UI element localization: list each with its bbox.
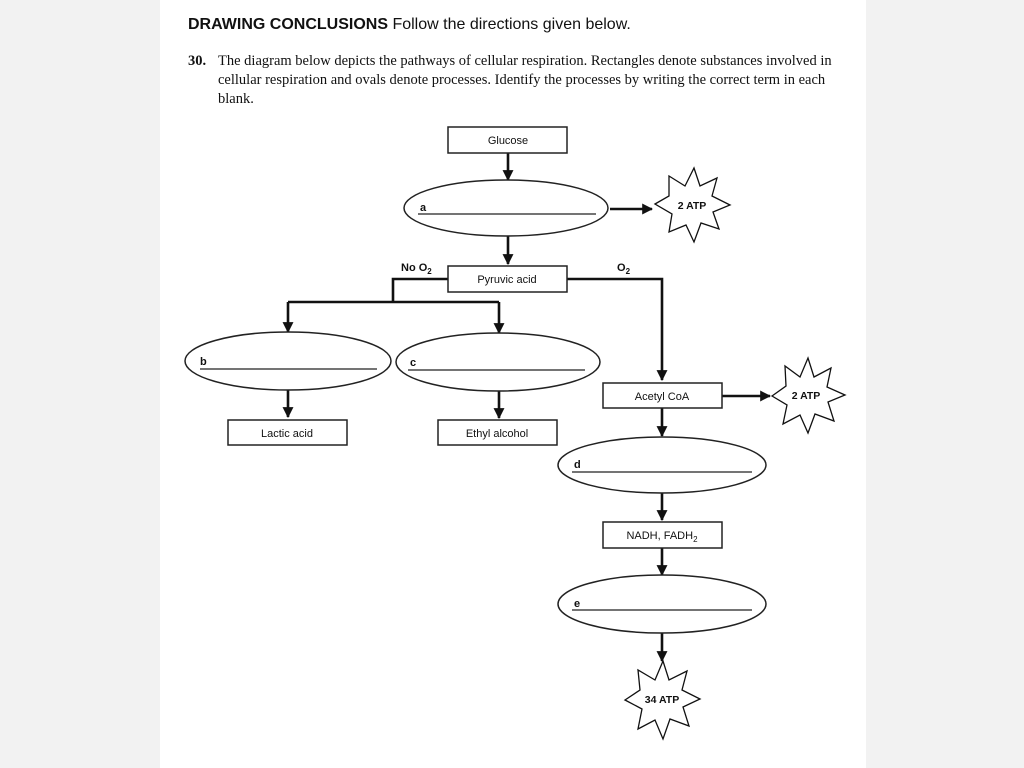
process-oval-a <box>404 180 608 236</box>
process-letter-c: c <box>410 357 417 369</box>
no-oxygen-label <box>401 262 432 276</box>
process-oval-d <box>558 437 766 493</box>
heading-label: DRAWING CONCLUSIONS <box>188 16 388 33</box>
process-letters <box>200 202 581 610</box>
process-oval-e <box>558 575 766 633</box>
process-letter-b: b <box>200 356 207 368</box>
lactic-acid-label: Lactic acid <box>261 428 313 440</box>
nadh-fadh2-label <box>626 530 698 544</box>
atp-yield-acetyl: 2 ATP <box>791 390 821 402</box>
oxygen-subscript: 2 <box>625 267 631 276</box>
nadh-fadh2-text: NADH, FADH <box>626 530 694 542</box>
acetyl-coa-label: Acetyl CoA <box>634 391 690 403</box>
process-letter-a: a <box>420 202 427 214</box>
ethyl-alcohol-label: Ethyl alcohol <box>465 428 529 440</box>
process-letter-d: d <box>574 459 581 471</box>
oxygen-label <box>617 262 631 276</box>
question-number: 30. <box>188 53 207 69</box>
oxygen-text: O <box>617 262 626 274</box>
arrow-pyruvic-no-o2-split <box>393 279 448 302</box>
nadh-fadh2-subscript: 2 <box>693 535 698 544</box>
process-letter-e: e <box>574 598 581 610</box>
atp-yield-final: 34 ATP <box>644 694 680 706</box>
heading-instruction: Follow the directions given below. <box>392 16 631 33</box>
atp-burst-final <box>625 661 700 739</box>
pyruvic-acid-label: Pyruvic acid <box>477 274 537 286</box>
glucose-label: Glucose <box>487 135 529 147</box>
no-oxygen-subscript: 2 <box>427 267 432 276</box>
process-oval-c <box>396 333 600 391</box>
atp-burst-glycolysis <box>655 168 730 242</box>
process-oval-b <box>185 332 391 390</box>
atp-yield-glycolysis: 2 ATP <box>677 200 707 212</box>
atp-burst-acetyl <box>772 358 845 433</box>
no-oxygen-text: No O <box>401 262 428 274</box>
question-text: The diagram below depicts the pathways of cellular respiration. Rectangles denote substances involved in cellular respiration and ovals denote processes. Identify the processes by writing the correct term in each blank. <box>218 53 832 107</box>
